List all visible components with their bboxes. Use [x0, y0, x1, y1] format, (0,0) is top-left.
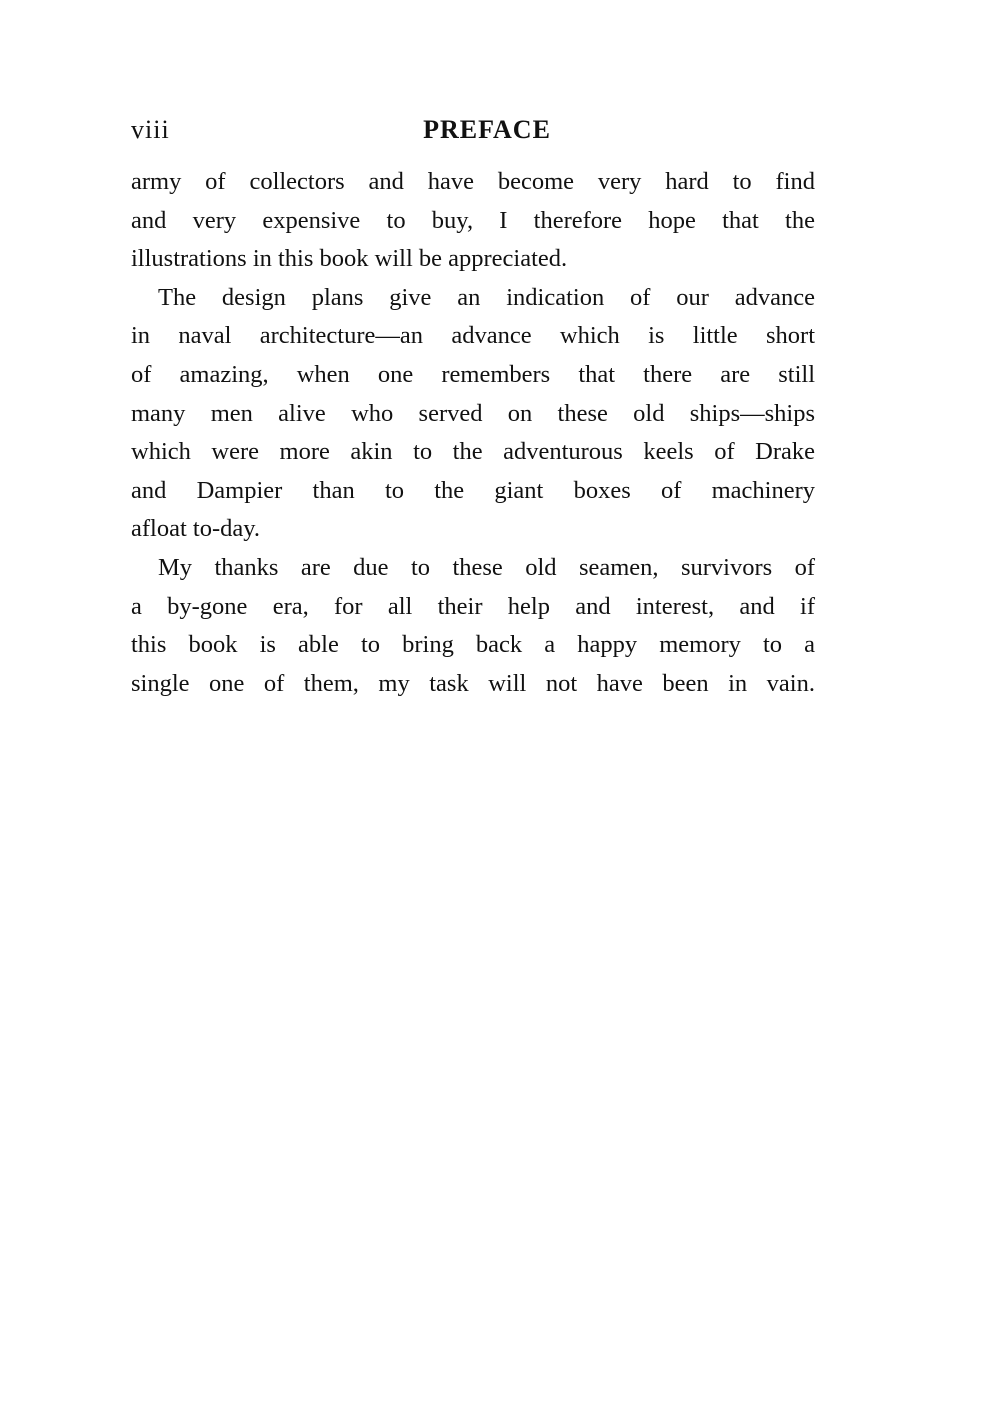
paragraph-thanks: [131, 549, 815, 703]
text-line: My thanks are due to these old seamen, survivors of: [158, 553, 815, 581]
text-line: of amazing, when one remembers that there are still: [131, 360, 815, 388]
text-line: in naval architecture—an advance which is little short: [131, 322, 815, 350]
text-line: illustrations in this book will be appreciated.: [131, 245, 568, 273]
text-line: which were more akin to the adventurous keels of Drake: [131, 438, 815, 466]
text-line: and Dampier than to the giant boxes of machinery: [131, 476, 815, 504]
text-line: army of collectors and have become very hard to find: [131, 168, 815, 195]
text-line: many men alive who served on these old ships—ships: [131, 399, 815, 427]
text-line: this book is able to bring back a happy memory to a: [131, 631, 815, 659]
page-number: viii: [131, 115, 170, 144]
text-line: The design plans give an indication of our advance: [158, 283, 815, 311]
paragraph-design-plans: [131, 279, 815, 549]
text-line: and very expensive to buy, I therefore hope that the: [131, 206, 815, 234]
text-line: single one of them, my task will not have been in vain.: [131, 669, 815, 697]
text-line: a by-gone era, for all their help and interest, and if: [131, 592, 815, 620]
page-title: PREFACE: [423, 115, 551, 144]
text-line: afloat to-day.: [131, 515, 261, 543]
paragraph-continued: [131, 163, 815, 279]
body-text: [131, 163, 815, 703]
running-head: [131, 112, 815, 148]
